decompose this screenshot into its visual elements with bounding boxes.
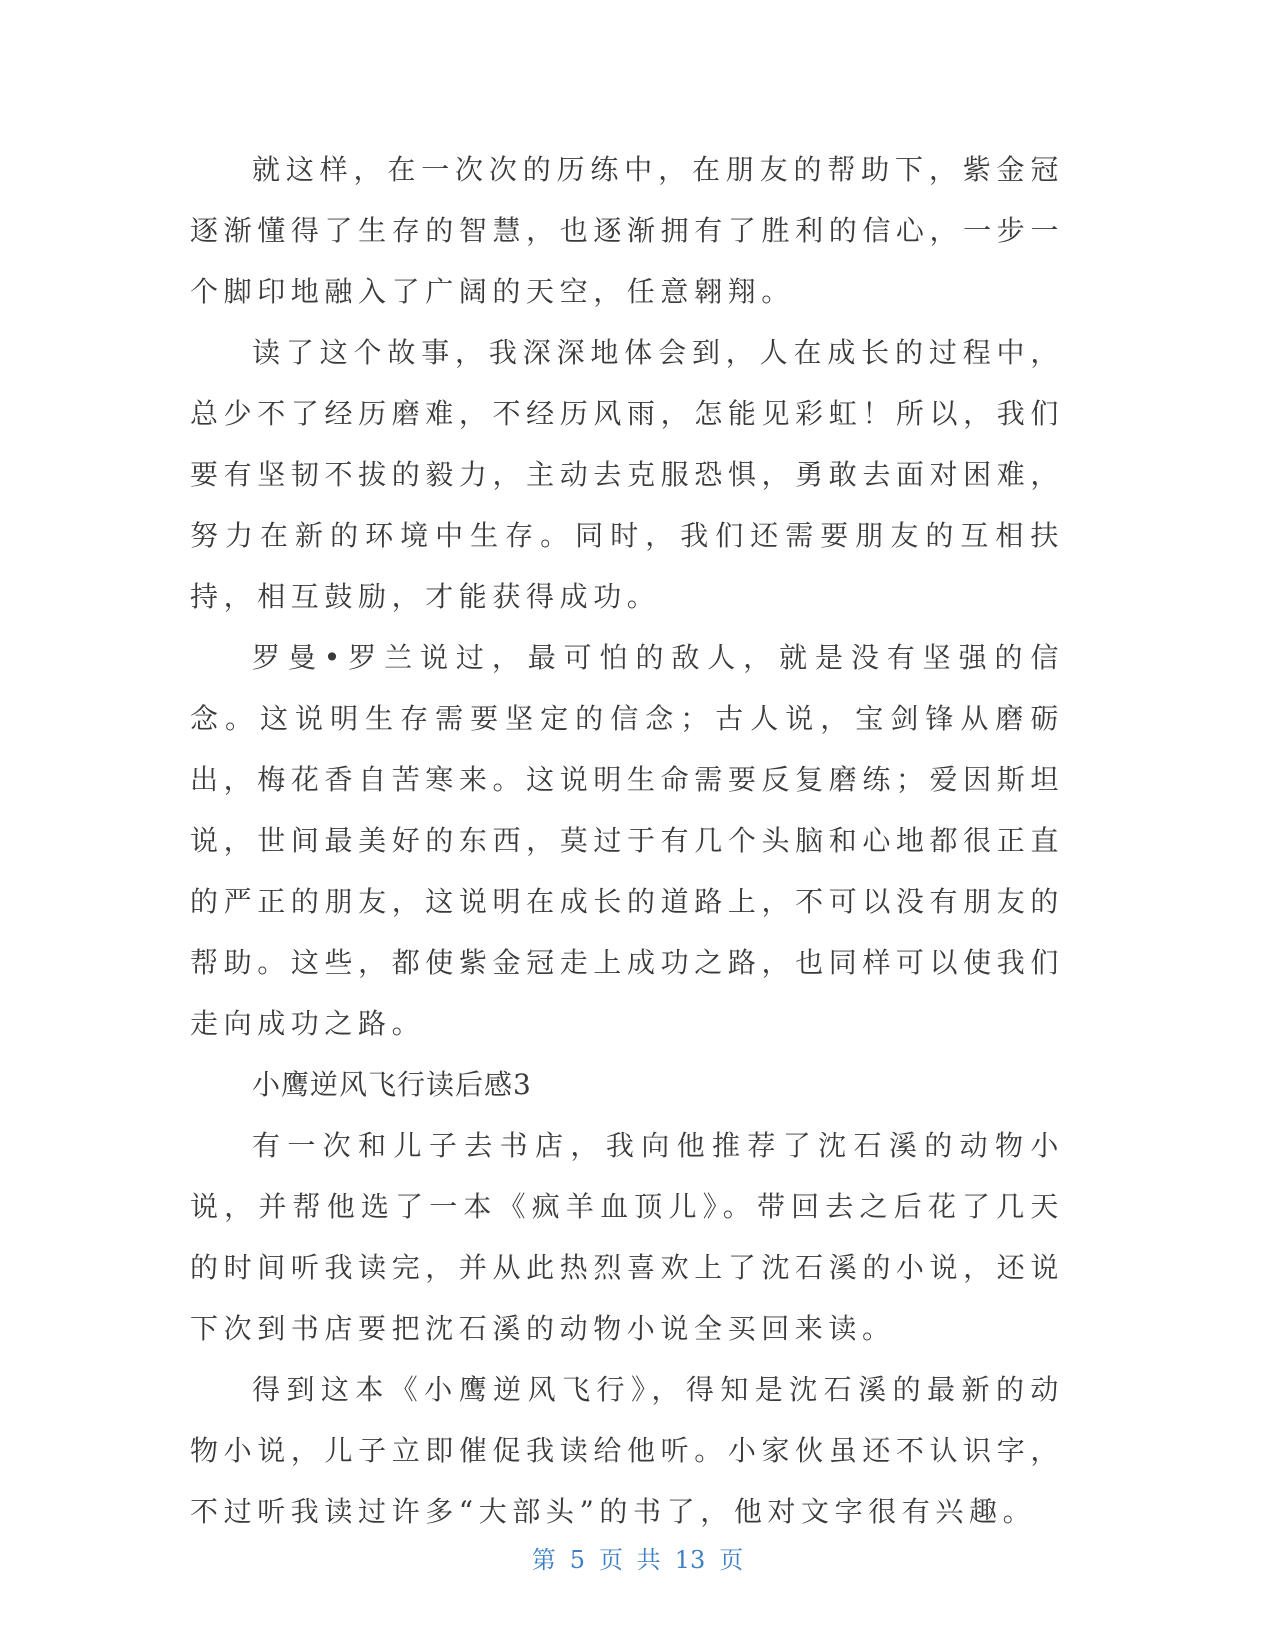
document-body: [190, 139, 1064, 1542]
page-prefix: 第: [531, 1546, 556, 1574]
body-paragraph: 就这样，在一次次的历练中，在朋友的帮助下，紫金冠逐渐懂得了生存的智慧，也逐渐拥有了胜利的信心，一步一个脚印地融入了广阔的天空，任意翱翔。: [190, 153, 1064, 308]
page-middle-text: 页 共: [599, 1546, 661, 1574]
body-paragraph: 罗曼•罗兰说过，最可怕的敌人，就是没有坚强的信念。这说明生存需要坚定的信念；古人说，宝剑锋从磨砺出，梅花香自苦寒来。这说明生命需要反复磨练；爱因斯坦说，世间最美好的东西，莫过于有几个头脑和心地都很正直的严正的朋友，这说明在成长的道路上，不可以没有朋友的帮助。这些，都使紫金冠走上成功之路，也同样可以使我们走向成功之路。: [190, 641, 1064, 1040]
page-suffix: 页: [719, 1546, 744, 1574]
total-page-number: 13: [674, 1546, 706, 1574]
body-paragraph: 得到这本《小鹰逆风飞行》，得知是沈石溪的最新的动物小说，儿子立即催促我读给他听。小家伙虽还不认识字，不过听我读过许多“大部头”的书了，他对文字很有兴趣。: [190, 1373, 1064, 1528]
body-paragraph: 读了这个故事，我深深地体会到，人在成长的过程中，总少不了经历磨难，不经历风雨，怎能见彩虹！所以，我们要有坚韧不拔的毅力，主动去克服恐惧，勇敢去面对困难，努力在新的环境中生存。同时，我们还需要朋友的互相扶持，相互鼓励，才能获得成功。: [190, 336, 1064, 613]
body-paragraph: 有一次和儿子去书店，我向他推荐了沈石溪的动物小说，并帮他选了一本《疯羊血顶儿》。带回去之后花了几天的时间听我读完，并从此热烈喜欢上了沈石溪的小说，还说下次到书店要把沈石溪的动物小说全买回来读。: [190, 1129, 1064, 1345]
current-page-number: 5: [569, 1546, 586, 1574]
section-title: 小鹰逆风飞行读后感3: [252, 1068, 532, 1101]
page-number-footer: [0, 1540, 1275, 1575]
